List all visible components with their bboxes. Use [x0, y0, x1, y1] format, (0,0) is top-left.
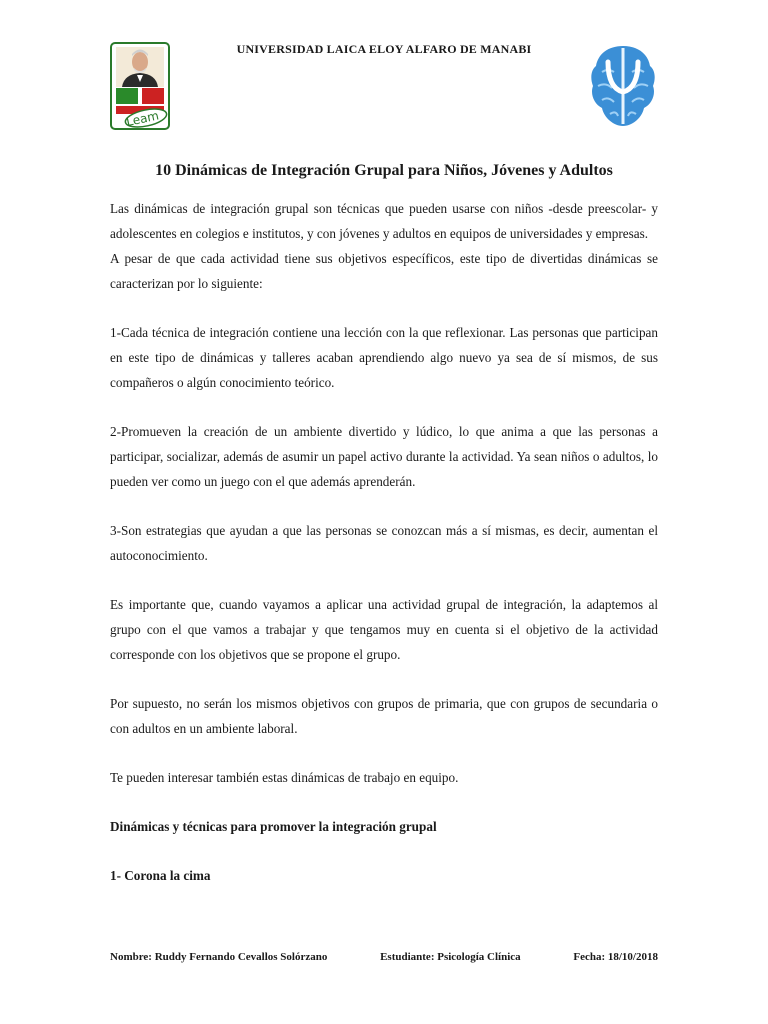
footer-student: Estudiante: Psicología Clínica [380, 951, 521, 963]
footer-date: Fecha: 18/10/2018 [573, 951, 658, 963]
section-heading: Dinámicas y técnicas para promover la integración grupal [110, 819, 437, 834]
point-1-paragraph: 1-Cada técnica de integración contiene una lección con la que reflexionar. Las personas que participan en este tipo de dinámicas y talleres acaban aprendiendo algo nuevo ya sea de sí mismos, de sus compañeros o algún conocimiento teórico. [110, 325, 658, 390]
point-2-paragraph: 2-Promueven la creación de un ambiente divertido y lúdico, lo que anima a que las personas a participar, socializar, además de asumir un papel activo durante la actividad. Ya sean niños o adultos, lo pueden ver como un juego con el que además aprenderán. [110, 424, 658, 489]
interest-paragraph: Te pueden interesar también estas dinámicas de trabajo en equipo. [110, 770, 459, 785]
intro-paragraph: Las dinámicas de integración grupal son técnicas que pueden usarse con niños -desde preescolar- y adolescentes en colegios e institutos, y con jóvenes y adultos en equipos de universidades y empresas. [110, 201, 658, 241]
university-crest-icon [110, 42, 170, 130]
objectives-paragraph: Por supuesto, no serán los mismos objetivos con grupos de primaria, que con grupos de secundaria o con adultos en un ambiente laboral. [110, 696, 658, 736]
document-body [110, 196, 658, 888]
point-3-paragraph: 3-Son estrategias que ayudan a que las personas se conozcan más a sí mismas, es decir, aumentan el autoconocimiento. [110, 523, 658, 563]
document-footer [110, 951, 658, 963]
footer-name: Nombre: Ruddy Fernando Cevallos Solórzano [110, 951, 328, 963]
intro-paragraph-2: A pesar de que cada actividad tiene sus objetivos específicos, este tipo de divertidas dinámicas se caracterizan por lo siguiente: [110, 251, 658, 291]
important-paragraph: Es importante que, cuando vayamos a aplicar una actividad grupal de integración, la adaptemos al grupo con el que vamos a trabajar y que tengamos muy en cuenta si el objetivo de la actividad corresponde con los objetivos que se propone el grupo. [110, 597, 658, 662]
psychology-brain-logo [588, 42, 658, 130]
brain-icon [588, 42, 658, 130]
document-title: 10 Dinámicas de Integración Grupal para Niños, Jóvenes y Adultos [155, 162, 613, 179]
university-header: UNIVERSIDAD LAICA ELOY ALFARO DE MANABI [236, 42, 532, 56]
subheading-corona-la-cima: 1- Corona la cima [110, 868, 211, 883]
logo-lettering: Leam [124, 108, 161, 130]
university-crest-logo [110, 42, 170, 130]
